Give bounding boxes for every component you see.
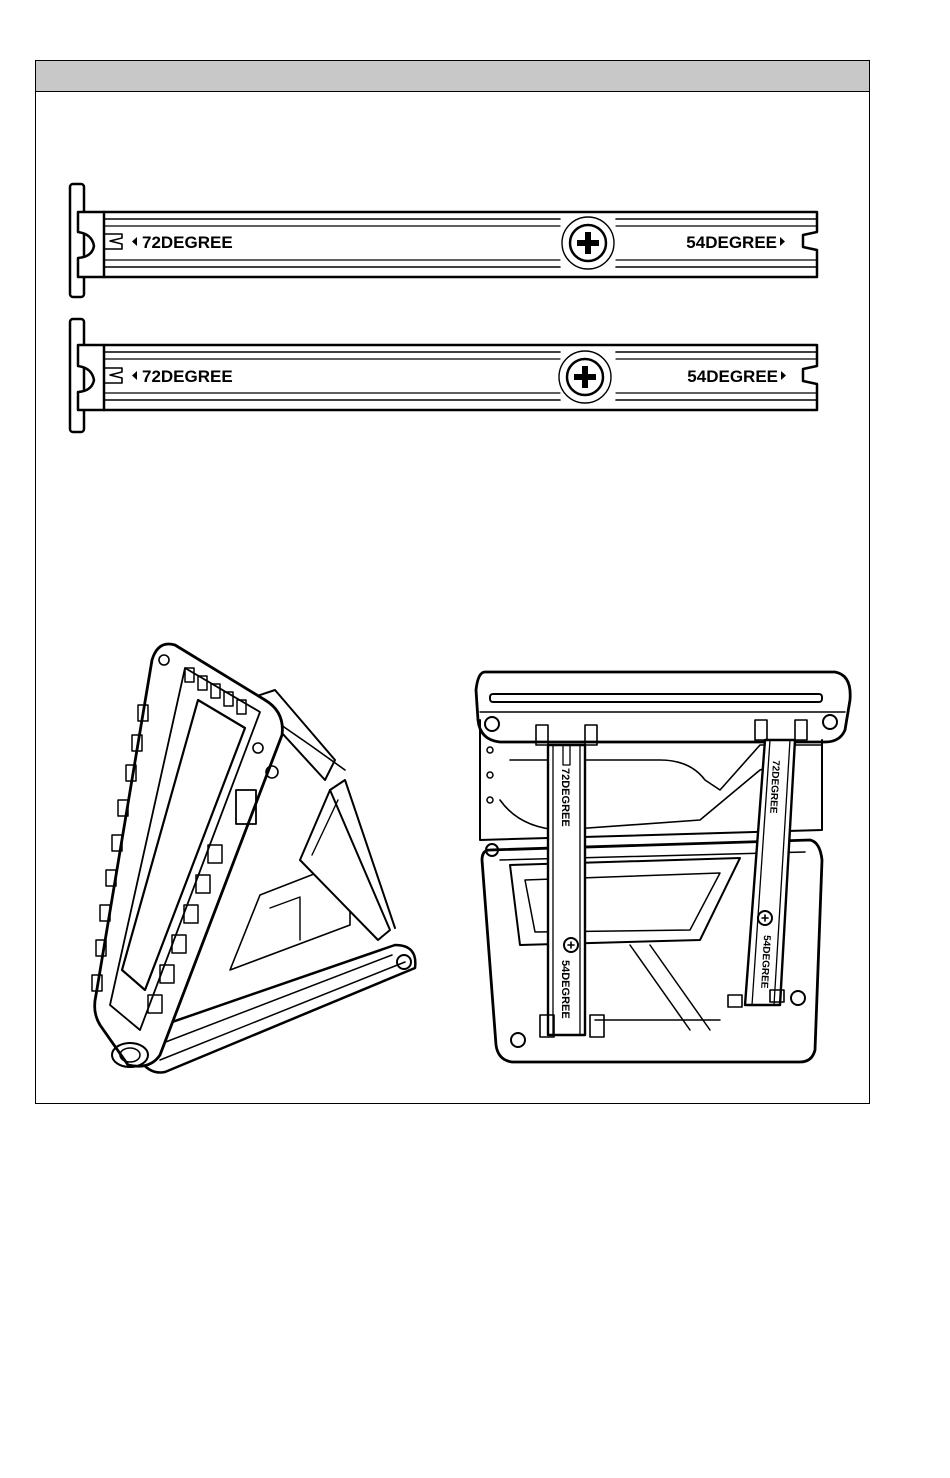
rear-right-leg-label-lower: 54DEGREE (758, 934, 772, 989)
stand-rear-view (476, 672, 850, 1062)
rear-left-leg-label: 72DEGREE (559, 768, 571, 827)
rear-right-leg-label: 72DEGREE (767, 759, 781, 814)
bar-1-screw-icon (562, 217, 614, 269)
bar-1-left-label: 72DEGREE (142, 233, 233, 252)
bar-1-tab (70, 184, 84, 297)
stand-front-view (92, 644, 415, 1073)
bar-2-screw-icon (559, 351, 611, 403)
bar-2-tab (70, 319, 84, 432)
rear-left-leg-label-lower: 54DEGREE (559, 960, 571, 1019)
bar-1-right-label: 54DEGREE (686, 233, 777, 252)
bar-2-right-label: 54DEGREE (687, 367, 778, 386)
support-bar-2 (70, 319, 817, 432)
bar-2-left-label: 72DEGREE (142, 367, 233, 386)
support-bar-1 (70, 184, 817, 297)
